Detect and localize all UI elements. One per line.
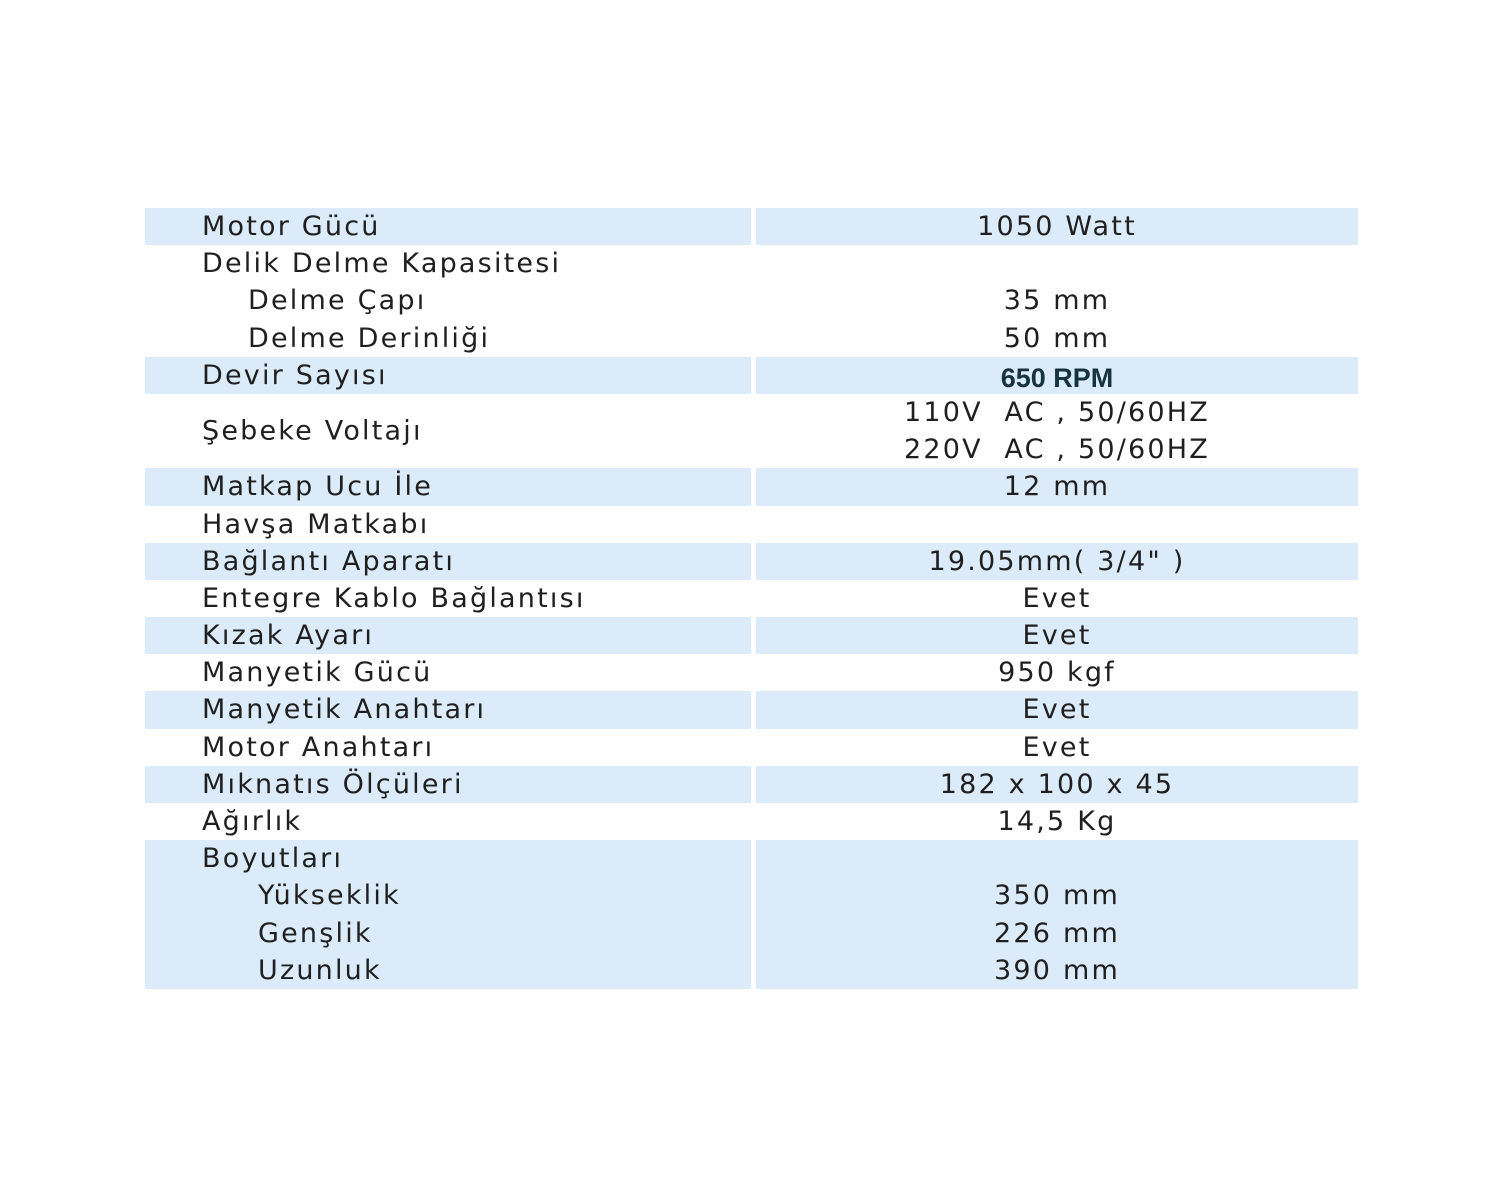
row-label: Kızak Ayarı: [202, 620, 375, 652]
row-label: Motor Gücü: [202, 211, 381, 242]
row-value: Evet: [1022, 582, 1092, 614]
table-row-dimensions: [145, 840, 1358, 989]
row-value: 1050 Watt: [977, 211, 1137, 242]
row-value: 50 mm: [1003, 322, 1111, 354]
row-value: [756, 840, 1358, 877]
table-row-weight: [145, 803, 1358, 840]
row-value: 390 mm: [994, 954, 1120, 986]
row-label: Uzunluk: [258, 954, 382, 986]
row-value: [756, 245, 1358, 282]
row-value: 35 mm: [1003, 285, 1111, 317]
row-label: Motor Anahtarı: [202, 731, 435, 763]
row-label: Delme Çapı: [248, 285, 427, 317]
row-label: Devir Sayısı: [202, 359, 388, 391]
table-row-slide-adjustment: [145, 617, 1358, 654]
row-value: 226 mm: [994, 917, 1120, 949]
row-label: Yükseklik: [258, 880, 401, 912]
row-label: Manyetik Gücü: [202, 657, 433, 689]
row-value: 12 mm: [1003, 471, 1111, 503]
row-value: Evet: [1022, 694, 1092, 726]
row-value: Evet: [1022, 620, 1092, 652]
table-row-voltage: [145, 394, 1358, 468]
table-row-magnetic-switch: [145, 691, 1358, 728]
table-row-countersink: [145, 506, 1358, 543]
table-row-drill-bit: [145, 468, 1358, 505]
spec-table: [145, 208, 1358, 989]
table-row-speed: [145, 357, 1358, 394]
row-value: 220V AC , 50/60HZ: [904, 434, 1210, 466]
table-row-magnet-dimensions: [145, 766, 1358, 803]
row-value: 350 mm: [994, 880, 1120, 912]
row-label: Boyutları: [202, 843, 344, 875]
row-label: Matkap Ucu İle: [202, 471, 434, 503]
table-row-motor-power: [145, 208, 1358, 245]
row-label: Ağırlık: [202, 806, 303, 837]
table-row-drilling-capacity: [145, 245, 1358, 357]
row-value: Evet: [1022, 731, 1092, 763]
row-label: Genşlik: [258, 917, 373, 949]
table-row-adapter: [145, 543, 1358, 580]
row-label: Mıknatıs Ölçüleri: [202, 768, 464, 800]
row-value: 14,5 Kg: [997, 806, 1117, 837]
row-value: 950 kgf: [998, 657, 1116, 689]
table-row-magnetic-force: [145, 654, 1358, 691]
row-label: Entegre Kablo Bağlantısı: [202, 582, 586, 614]
row-value: 19.05mm( 3/4" ): [928, 545, 1186, 577]
table-row-motor-switch: [145, 729, 1358, 766]
row-value: 110V AC , 50/60HZ: [904, 396, 1210, 428]
row-label: Bağlantı Aparatı: [202, 545, 456, 577]
row-label: Havşa Matkabı: [202, 508, 430, 540]
row-label: Delme Derinliği: [248, 322, 491, 354]
row-value: 650 RPM: [1000, 362, 1114, 393]
row-label: Şebeke Voltajı: [202, 415, 423, 447]
row-value: [756, 506, 1358, 543]
row-label: Delik Delme Kapasitesi: [202, 248, 562, 280]
row-value: 182 x 100 x 45: [939, 768, 1175, 800]
table-row-cable-connection: [145, 580, 1358, 617]
row-label: Manyetik Anahtarı: [202, 694, 487, 726]
